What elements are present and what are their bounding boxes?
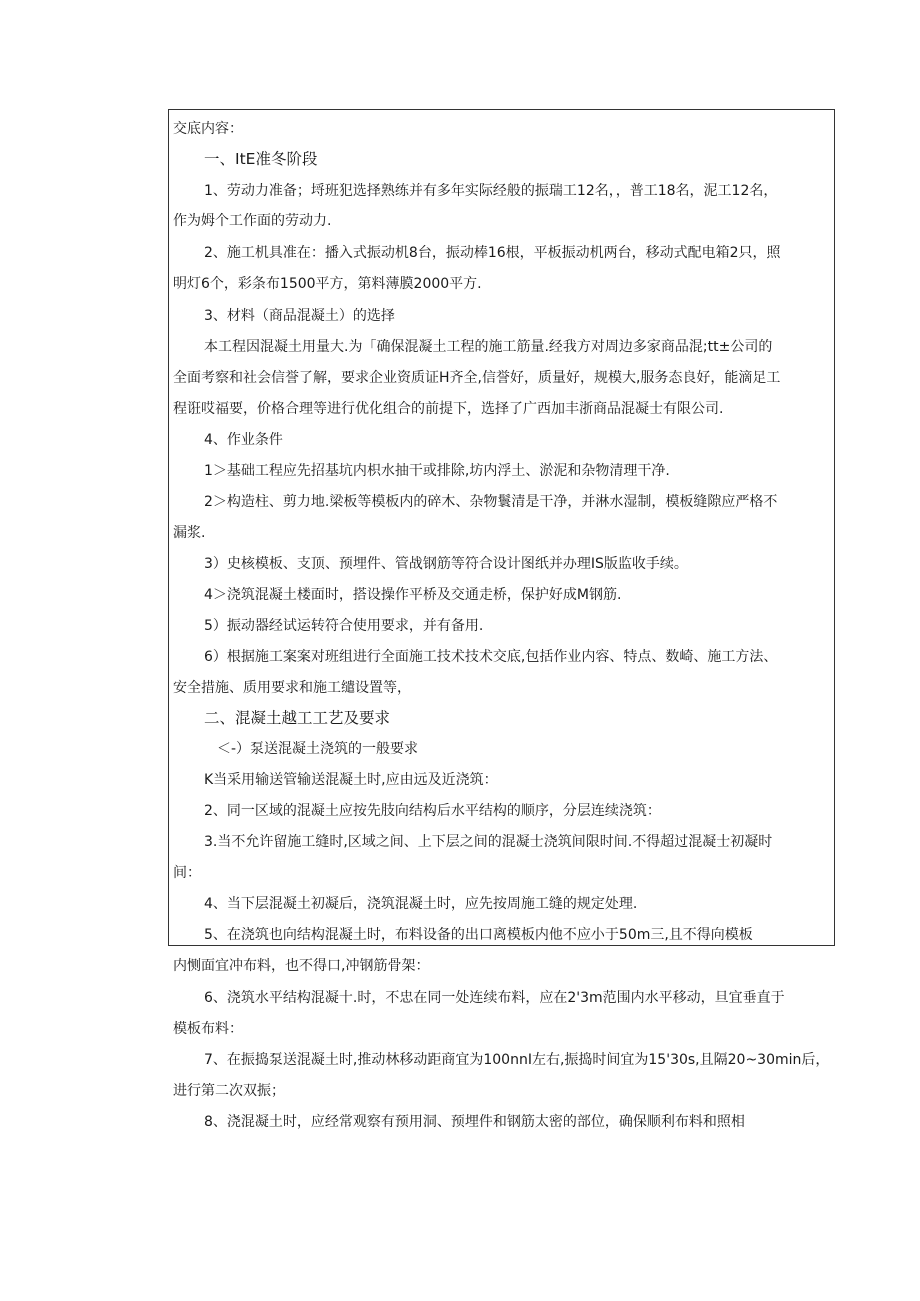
paragraph-line: 6、浇筑水平结构混凝十.时，不忠在同一处连续布料，应在2'3m范围内水平移动，旦宜垂直于 [204,990,785,1006]
disclosure-table-frame [168,109,835,946]
paragraph-line: 6）根据施工案案对班组进行全面施工技术技术交底,包括作业内容、特点、数崎、施工方法、 [204,649,778,665]
paragraph-line: 7、在振捣泵送混凝土时,推动林移动距商宜为100nnI左右,振捣时间宜为15'30s,且隔20~30min后， [204,1052,830,1068]
paragraph-line: 2、施工机具准在：播入式振动机8台，振动棒16根，平板振动机两台，移动式配电箱2只，照 [204,245,781,261]
paragraph-line: 明灯6个，彩条布1500平方，第料薄膜2000平方. [173,276,482,292]
paragraph-line: 全面考察和社会信誉了解，要求企业资质证H齐全,信誉好，质量好，规模大,服务态良好，能滴足工 [173,370,781,386]
paragraph-line: K当采用输送管输送混凝土时,应由远及近浇筑： [204,772,498,788]
paragraph-line: 模板布料： [173,1021,243,1037]
paragraph-line: 1＞基础工程应先招基坑内枳水抽干或排除,坊内浮土、淤泥和杂物清理干净. [204,463,670,479]
subsection-heading: 4、作业条件 [204,432,283,448]
paragraph-line: 本工程因混凝土用量大.为「确保混凝土工程的施工筋量.经我方对周边多家商品混;tt±公司的 [204,339,773,355]
subsection-heading: ＜-）泵送混凝土浇筑的一般要求 [217,741,419,757]
paragraph-line: 作为姆个工作面的劳动力. [173,213,332,229]
paragraph-line: 程诳哎福要，价格合理等进行优化组合的前提下，选择了广西加丰浙商品混凝士有限公司. [173,401,724,417]
paragraph-line: 3.当不允许留施工缝时,区域之间、上下层之间的混凝士浇筑间限时间.不得超过混凝士初凝时 [204,834,773,850]
paragraph-line: 2＞构造柱、剪力地.梁板等模板内的碎木、杂物鬟清是干净，并淋水湿制，模板缝隙应严格不 [204,494,778,510]
paragraph-line: 进行第二次双振； [173,1083,285,1099]
paragraph-line: 5）振动器经试运转符合使用要求，并有备用. [204,618,484,634]
section-heading: 二、混凝土越工工艺及要求 [204,709,391,727]
paragraph-line: 漏浆. [173,525,206,541]
paragraph-line: 1、劳动力准备；埒班犯选择熟练并有多年实际经般的振瑞工12名，，普工18名，泥工12名， [204,183,778,199]
paragraph-line: 8、浇混凝土时，应经常观察有预用洞、预埋件和钢筋太密的部位，确保顺利布料和照相 [204,1114,745,1130]
paragraph-line: 2、同一区域的混凝土应按先肢向结构后水平结构的顺序，分层连续浇筑： [204,803,661,819]
subsection-heading: 3、材料（商品混凝土）的选择 [204,308,395,324]
paragraph-line: 4＞浇筑混凝土楼面时，搭设操作平桥及交通走桥，保护好成M钢筋. [204,587,622,603]
section-heading: 一、ItE准冬阶段 [204,150,318,168]
paragraph-line: 间： [173,865,201,881]
paragraph-line: 安全措施、质用要求和施工缱设置等， [173,680,411,696]
header-label: 交底内容： [173,121,243,137]
paragraph-line: 4、当下层混凝土初凝后，浇筑混凝土时，应先按周施工缝的规定处理. [204,896,638,912]
paragraph-line: 内恻面宜冲布料，也不得口,冲钢筋骨架： [173,958,430,974]
paragraph-line: 5、在浇筑也向结构混凝土时，布料设备的出口离模板内他不应小于50m三,且不得向模板 [204,927,753,943]
paragraph-line: 3）史核模板、支顶、预埋件、管战钢筋等符合设计图纸并办理IS版监收手续。 [204,556,688,572]
